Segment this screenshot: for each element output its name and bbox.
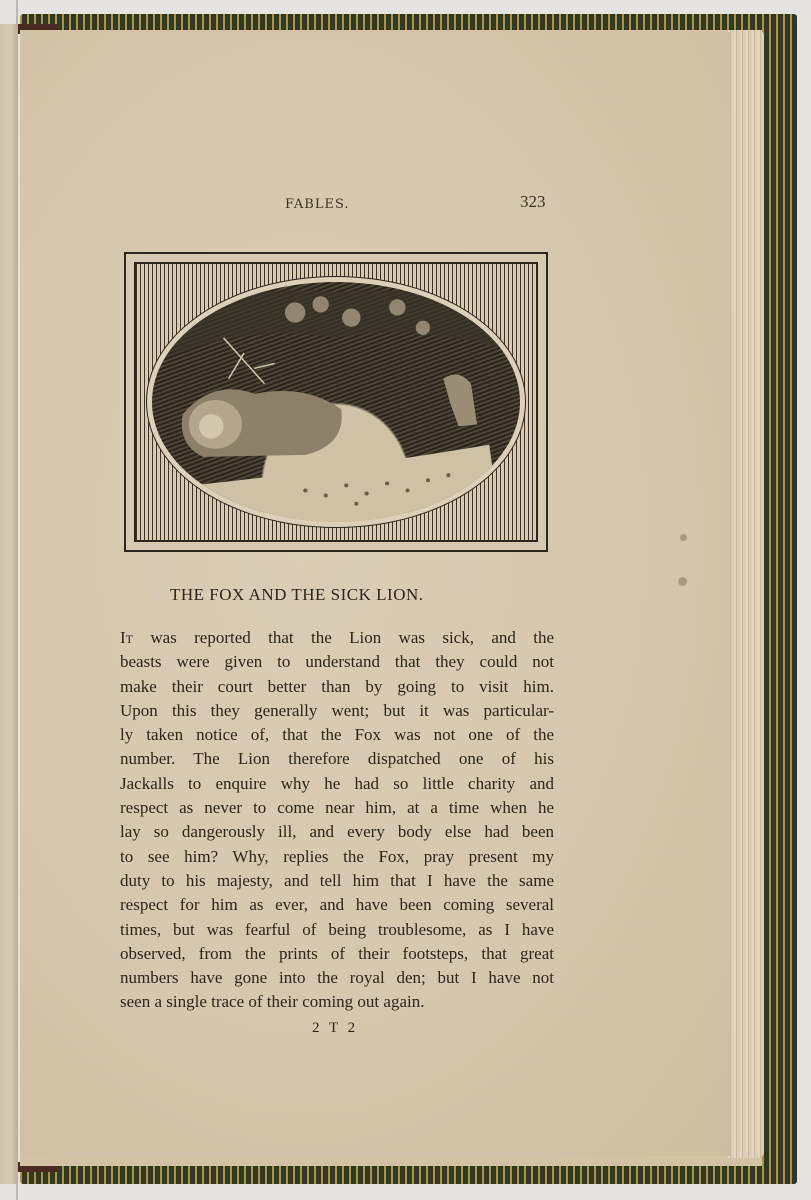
body-line: times, but was fearful of being troublesome, as I have xyxy=(120,919,554,939)
body-line: beasts were given to understand that they could not xyxy=(120,652,554,672)
drop-word: It xyxy=(120,628,133,647)
body-line: lay so dangerously ill, and every body else had been xyxy=(120,822,554,842)
foxing-spot xyxy=(678,577,687,586)
body-line: number. The Lion therefore dispatched one of his xyxy=(120,749,554,769)
body-line: to see him? Why, replies the Fox, pray present my xyxy=(120,846,554,866)
lion-and-fox-scene xyxy=(152,282,520,522)
line-text: was reported that the Lion was sick, and the xyxy=(133,628,554,647)
body-line xyxy=(120,626,554,650)
book-page xyxy=(20,32,730,1156)
signature-mark: 2 T 2 xyxy=(312,1020,359,1036)
body-line: duty to his majesty, and tell him that I have the same xyxy=(120,870,554,890)
body-line: respect for him as ever, and have been coming several xyxy=(120,895,554,915)
body-line: numbers have gone into the royal den; but I have not xyxy=(120,968,554,988)
foxing-spot xyxy=(680,534,687,541)
running-head: FABLES. xyxy=(285,197,350,212)
body-line: Upon this they generally went; but it was particular- xyxy=(120,700,554,720)
body-line: ly taken notice of, that the Fox was not one of the xyxy=(120,725,554,745)
body-line: Jackalls to enquire why he had so little charity and xyxy=(120,773,554,793)
left-page-edge xyxy=(0,24,18,1184)
page-number: 323 xyxy=(520,192,546,211)
engraving-illustration xyxy=(124,252,548,552)
body-line: seen a single trace of their coming out again. xyxy=(120,992,425,1012)
scene-drawing-icon xyxy=(152,282,520,522)
fore-edge-pages xyxy=(728,30,764,1158)
story-body xyxy=(120,626,554,1015)
body-line: observed, from the prints of their footsteps, that great xyxy=(120,943,554,963)
engraving-frame xyxy=(134,262,538,542)
body-line: respect as never to come near him, at a time when he xyxy=(120,798,554,818)
body-line: make their court better than by going to visit him. xyxy=(120,676,554,696)
story-title: THE FOX AND THE SICK LION. xyxy=(170,585,424,604)
